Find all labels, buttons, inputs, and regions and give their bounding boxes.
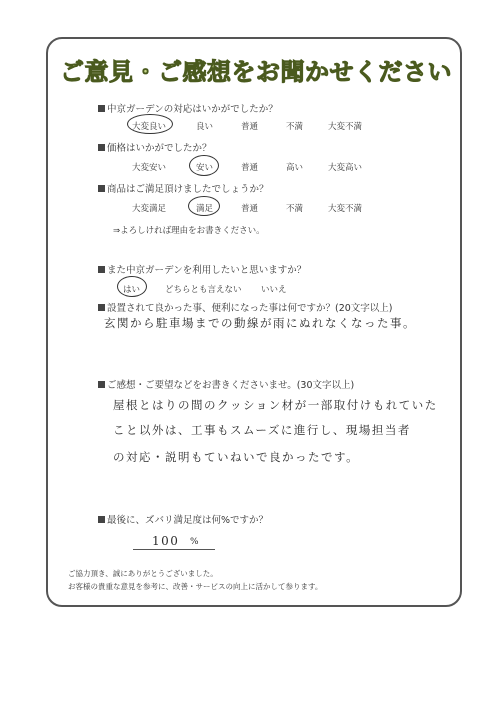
comment-line[interactable]: こと以外は、工事もスムーズに進行し、現場担当者 — [113, 423, 411, 437]
bullet-square-icon — [98, 266, 105, 273]
option-product-very-unsatisfied[interactable]: 大変不満 — [328, 204, 363, 214]
footer-thanks: ご協力頂き、誠にありがとうございました。 — [68, 569, 218, 578]
bullet-square-icon — [98, 144, 105, 151]
question-satisfaction: 最後に、ズバリ満足度は何%ですか？ — [98, 512, 268, 526]
bullet-square-icon — [98, 185, 105, 192]
question-product: 商品はご満足頂けましたでしょうか？ — [98, 181, 269, 195]
option-service-average[interactable]: 普通 — [241, 122, 259, 132]
survey-title: ご意見・ご感想をお聞かせください — [60, 58, 452, 86]
option-service-good[interactable]: 良い — [196, 122, 214, 132]
reason-note: ⇒よろしければ理由をお書きください。 — [113, 226, 265, 236]
satisfaction-value[interactable]: 100 — [152, 534, 180, 548]
question-service: 中京ガーデンの対応はいかがでしたか？ — [98, 101, 278, 115]
option-price-cheap[interactable]: 安い — [196, 163, 214, 173]
option-reuse-neutral[interactable]: どちらとも言えない — [165, 285, 242, 295]
option-price-average[interactable]: 普通 — [241, 163, 259, 173]
footer-note: お客様の貴重な意見を参考に、改善・サービスの向上に活かして参ります。 — [68, 582, 323, 591]
option-reuse-no[interactable]: いいえ — [261, 285, 287, 295]
option-price-very-cheap[interactable]: 大変安い — [132, 163, 167, 173]
bullet-square-icon — [98, 381, 105, 388]
option-product-average[interactable]: 普通 — [241, 204, 259, 214]
option-product-very-satisfied[interactable]: 大変満足 — [132, 204, 167, 214]
option-product-unsatisfied[interactable]: 不満 — [286, 204, 304, 214]
satisfaction-underline — [133, 549, 215, 550]
option-price-expensive[interactable]: 高い — [286, 163, 304, 173]
option-product-satisfied[interactable]: 満足 — [196, 204, 214, 214]
benefit-answer[interactable]: 玄関から駐車場までの動線が雨にぬれなくなった事。 — [104, 316, 416, 330]
bullet-square-icon — [98, 304, 105, 311]
satisfaction-unit: % — [190, 537, 199, 547]
comment-line[interactable]: の対応・説明もていねいで良かったです。 — [113, 450, 360, 464]
question-benefit: 設置されて良かった事、便利になった事は何ですか？(20文字以上) — [98, 300, 393, 314]
option-service-very-good[interactable]: 大変良い — [132, 122, 167, 132]
question-reuse: また中京ガーデンを利用したいと思いますか？ — [98, 262, 306, 276]
bullet-square-icon — [98, 105, 105, 112]
option-service-unsatisfied[interactable]: 不満 — [286, 122, 304, 132]
question-price: 価格はいかがでしたか？ — [98, 140, 212, 154]
option-price-very-expensive[interactable]: 大変高い — [328, 163, 363, 173]
option-reuse-yes[interactable]: はい — [123, 285, 141, 295]
comment-line[interactable]: 屋根とはりの間のクッション材が一部取付けもれていた — [113, 398, 438, 412]
question-comments: ご感想・ご要望などをお書きくださいませ。(30文字以上) — [98, 377, 354, 391]
bullet-square-icon — [98, 516, 105, 523]
option-service-very-unsatisfied[interactable]: 大変不満 — [328, 122, 363, 132]
